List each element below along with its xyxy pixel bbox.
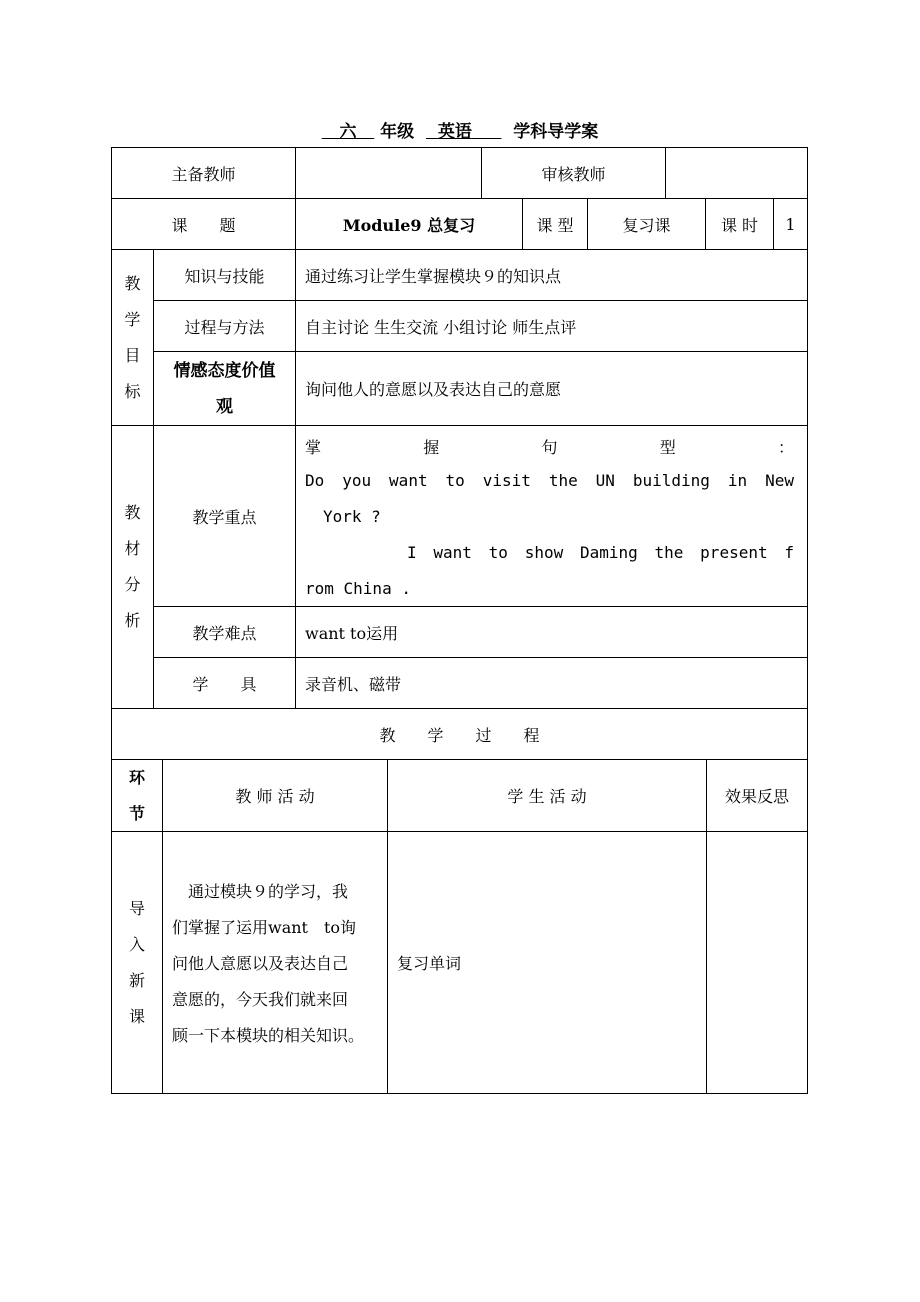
key-point-line-4: I want to show Daming the present f bbox=[407, 543, 794, 562]
lead-teacher-label: 主备教师 bbox=[171, 164, 236, 184]
key-point-label: 教学重点 bbox=[192, 507, 257, 527]
goal-process-value: 自主讨论 生生交流 小组讨论 师生点评 bbox=[305, 317, 577, 337]
key-point-line-5: rom China . bbox=[305, 579, 411, 598]
subject-blank: 英语 bbox=[437, 122, 472, 142]
topic-value: Module9 总复习 bbox=[342, 215, 476, 235]
teaching-process-title: 教 学 过 程 bbox=[379, 725, 540, 745]
class-hours-label: 课 时 bbox=[720, 215, 759, 235]
tools-label: 学 具 bbox=[192, 674, 257, 694]
col-stage-header: 环 节 bbox=[128, 767, 145, 823]
difficulty-value: want to运用 bbox=[305, 623, 399, 643]
goal-attitude-value: 询问他人的意愿以及表达自己的意愿 bbox=[305, 380, 562, 399]
col-reflection-header: 效果反思 bbox=[724, 787, 789, 806]
lesson-type-label: 课 型 bbox=[536, 215, 574, 235]
reflection-intro[interactable] bbox=[707, 832, 807, 1093]
col-student-activity-header: 学 生 活 动 bbox=[507, 787, 587, 806]
material-analysis-group-label: 教 材 分 析 bbox=[124, 503, 141, 630]
goal-knowledge-value: 通过练习让学生掌握模块９的知识点 bbox=[305, 266, 562, 286]
class-hours-value: 1 bbox=[785, 214, 796, 234]
key-point-line-3: York ? bbox=[323, 507, 381, 526]
page-title bbox=[0, 117, 920, 142]
topic-label: 课 题 bbox=[171, 215, 236, 235]
difficulty-label: 教学难点 bbox=[192, 623, 257, 643]
teacher-activity-intro: 通过模块９的学习，我 们掌握了运用want to询 问他人意愿以及表达自己 意愿的，今天我们就来回 顾一下本模块的相关知识。 bbox=[172, 882, 365, 1045]
goal-attitude-label: 情感态度价值 观 bbox=[173, 360, 276, 417]
grade-suffix: 年级 bbox=[380, 122, 415, 142]
teaching-goals-group-label: 教 学 目 标 bbox=[124, 273, 141, 401]
key-point-line-2: Do you want to visit the UN building in New bbox=[305, 471, 794, 490]
title-suffix: 学科导学案 bbox=[513, 122, 599, 142]
key-point-line-1: 掌 握 句 型 ： bbox=[305, 438, 794, 457]
lead-teacher-field[interactable] bbox=[296, 148, 481, 198]
stage-intro-label: 导 入 新 课 bbox=[128, 898, 145, 1026]
lesson-type-value: 复习课 bbox=[622, 215, 671, 235]
review-teacher-label: 审核教师 bbox=[541, 164, 606, 184]
goal-knowledge-label: 知识与技能 bbox=[184, 266, 265, 286]
review-teacher-field[interactable] bbox=[666, 148, 807, 198]
grade-blank: 六 bbox=[339, 122, 357, 142]
goal-process-label: 过程与方法 bbox=[184, 317, 265, 337]
col-teacher-activity-header: 教 师 活 动 bbox=[235, 787, 315, 806]
student-activity-intro: 复习单词 bbox=[397, 954, 462, 973]
tools-value: 录音机、磁带 bbox=[305, 674, 402, 694]
